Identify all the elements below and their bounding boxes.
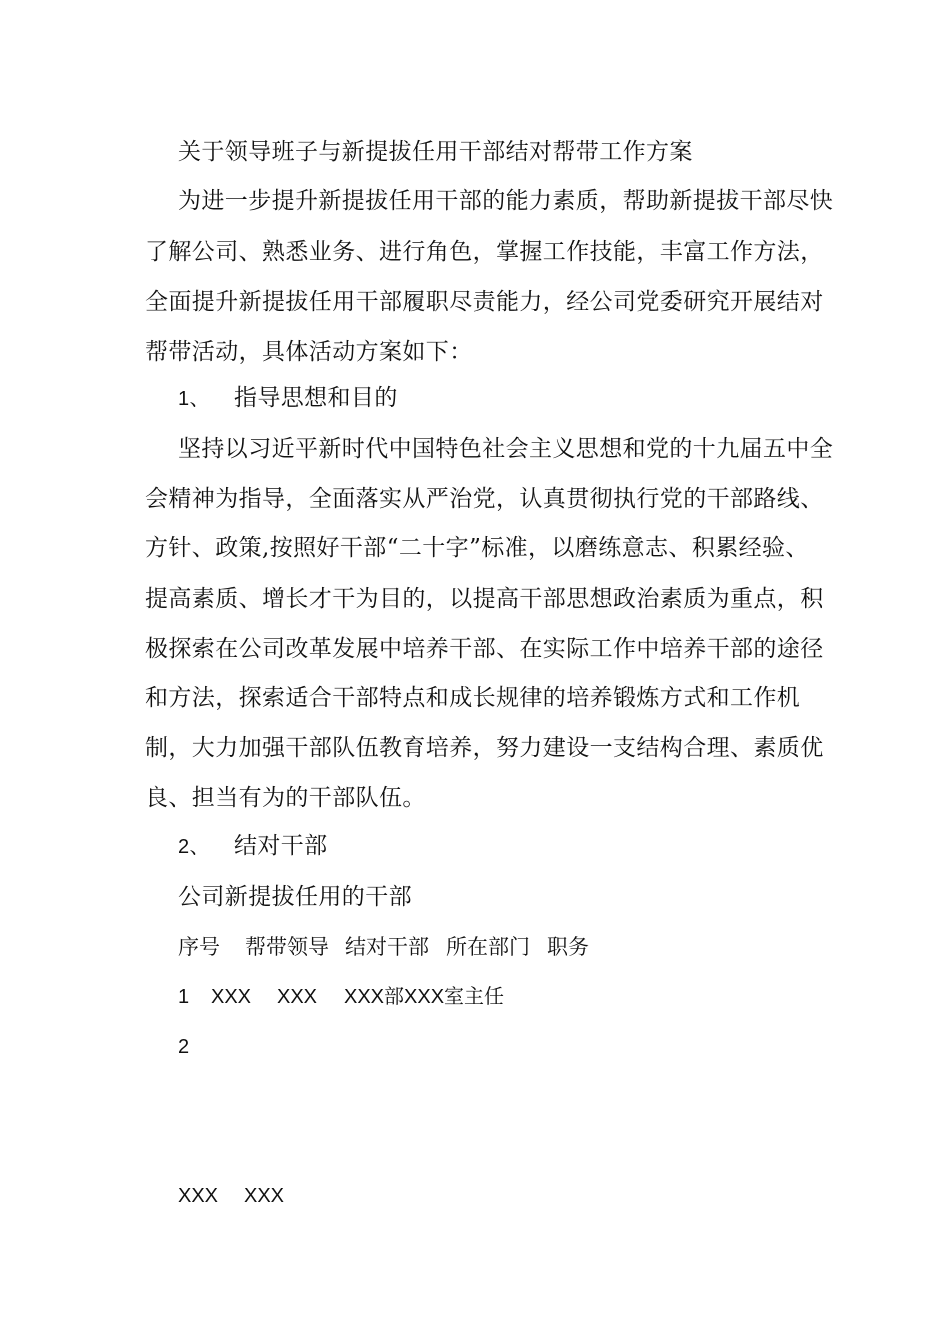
section-1-line-5: 极探索在公司改革发展中培养干部、在实际工作中培养干部的途径 — [145, 636, 824, 662]
section-1-line-1: 坚持以习近平新时代中国特色社会主义思想和党的十九届五中全 — [178, 436, 834, 462]
table-row-1-index: 1 — [178, 986, 190, 1008]
table-row-3-paired-cadre: XXX — [244, 1185, 285, 1207]
table-row-1-paired-cadre: XXX — [277, 986, 318, 1008]
table-row-1-department-position: XXX部XXX室主任 — [344, 986, 505, 1008]
section-1-number: 1、 — [178, 388, 210, 410]
section-1-line-4: 提高素质、增长才干为目的，以提高干部思想政治素质为重点，积 — [145, 586, 824, 612]
section-2-title: 结对干部 — [233, 833, 328, 859]
intro-line-3: 全面提升新提拔任用干部履职尽责能力，经公司党委研究开展结对 — [145, 289, 824, 315]
section-2-heading — [178, 831, 328, 862]
section-2-number: 2、 — [178, 836, 210, 858]
intro-line-4: 帮带活动，具体活动方案如下： — [145, 339, 473, 365]
section-1-line-6: 和方法，探索适合干部特点和成长规律的培养锻炼方式和工作机 — [145, 685, 801, 711]
table-row-1-leader: XXX — [211, 986, 252, 1008]
section-1-line-8: 良、担当有为的干部队伍。 — [145, 785, 426, 811]
table-row-2-index: 2 — [178, 1036, 190, 1058]
section-1-line-2: 会精神为指导，全面落实从严治党，认真贯彻执行党的干部路线、 — [145, 486, 824, 512]
intro-line-1: 为进一步提升新提拔任用干部的能力素质，帮助新提拔干部尽快 — [178, 188, 834, 214]
section-1-heading — [178, 383, 398, 414]
section-1-line-3: 方针、政策,按照好干部“二十字”标准，以磨练意志、积累经验、 — [145, 535, 809, 561]
table-header-leader: 帮带领导 — [245, 935, 329, 959]
table-header-index: 序号 — [178, 935, 220, 959]
section-1-title: 指导思想和目的 — [233, 385, 398, 411]
intro-line-2: 了解公司、熟悉业务、进行角色，掌握工作技能，丰富工作方法， — [145, 239, 824, 265]
table-header-paired-cadre: 结对干部 — [345, 935, 429, 959]
document-title: 关于领导班子与新提拔任用干部结对帮带工作方案 — [178, 139, 693, 165]
table-header-position: 职务 — [547, 935, 589, 959]
section-1-line-7: 制，大力加强干部队伍教育培养，努力建设一支结构合理、素质优 — [145, 735, 824, 761]
table-header-department: 所在部门 — [446, 935, 530, 959]
section-2-subheading: 公司新提拔任用的干部 — [178, 884, 412, 910]
table-row-3-leader: XXX — [178, 1185, 219, 1207]
